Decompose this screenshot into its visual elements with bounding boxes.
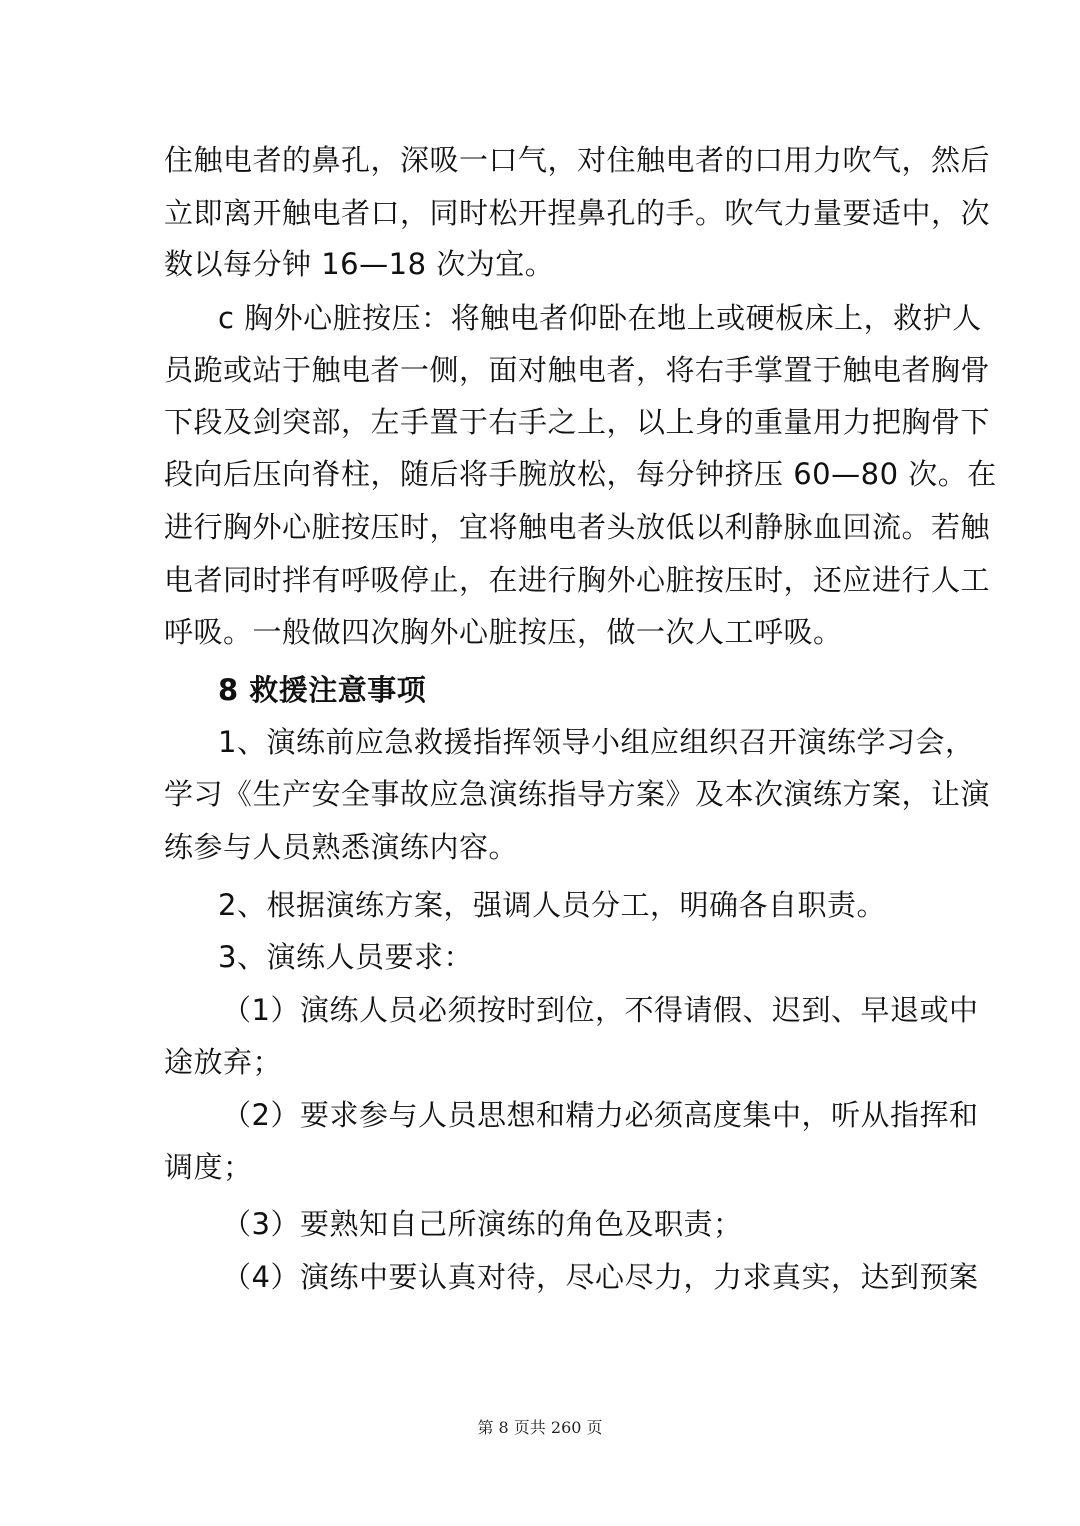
list-item-line: （3）要熟知自己所演练的角色及职责；: [222, 1207, 743, 1241]
paragraph-line: 住触电者的鼻孔，深吸一口气，对住触电者的口用力吹气，然后: [164, 143, 991, 177]
paragraph-line: 呼吸。一般做四次胸外心脏按压，做一次人工呼吸。: [164, 615, 843, 649]
paragraph-line: 1、演练前应急救援指挥领导小组应组织召开演练学习会，: [218, 725, 975, 759]
list-item-line: 调度；: [164, 1150, 253, 1184]
list-item-line: （2）要求参与人员思想和精力必须高度集中，听从指挥和: [222, 1098, 979, 1132]
page-number-footer: 第 8 页共 260 页: [477, 1418, 603, 1437]
paragraph-line: 下段及剑突部，左手置于右手之上，以上身的重量用力把胸骨下: [164, 405, 991, 439]
paragraph-line: 练参与人员熟悉演练内容。: [164, 830, 519, 864]
paragraph-line: 立即离开触电者口，同时松开捏鼻孔的手。吹气力量要适中，次: [164, 196, 991, 230]
paragraph-line: 员跪或站于触电者一侧，面对触电者，将右手掌置于触电者胸骨: [164, 353, 991, 387]
list-item-line: （4）演练中要认真对待，尽心尽力，力求真实，达到预案: [222, 1260, 979, 1294]
paragraph-line: 3、演练人员要求：: [218, 940, 473, 974]
paragraph-line: 电者同时拌有呼吸停止，在进行胸外心脏按压时，还应进行人工: [164, 563, 991, 597]
paragraph-line: 进行胸外心脏按压时，宜将触电者头放低以利静脉血回流。若触: [164, 510, 991, 544]
paragraph-line: 数以每分钟 16—18 次为宜。: [164, 247, 555, 281]
paragraph-line: c 胸外心脏按压：将触电者仰卧在地上或硬板床上，救护人: [218, 301, 982, 335]
paragraph-line: 2、根据演练方案，强调人员分工，明确各自职责。: [218, 888, 886, 922]
paragraph-line: 学习《生产安全事故应急演练指导方案》及本次演练方案，让演: [164, 777, 991, 811]
list-item-line: （1）演练人员必须按时到位，不得请假、迟到、早退或中: [222, 993, 979, 1027]
paragraph-line: 段向后压向脊柱，随后将手腕放松，每分钟挤压 60—80 次。在: [164, 457, 997, 491]
list-item-line: 途放弃；: [164, 1045, 283, 1079]
section-heading: 8 救援注意事项: [218, 673, 427, 707]
